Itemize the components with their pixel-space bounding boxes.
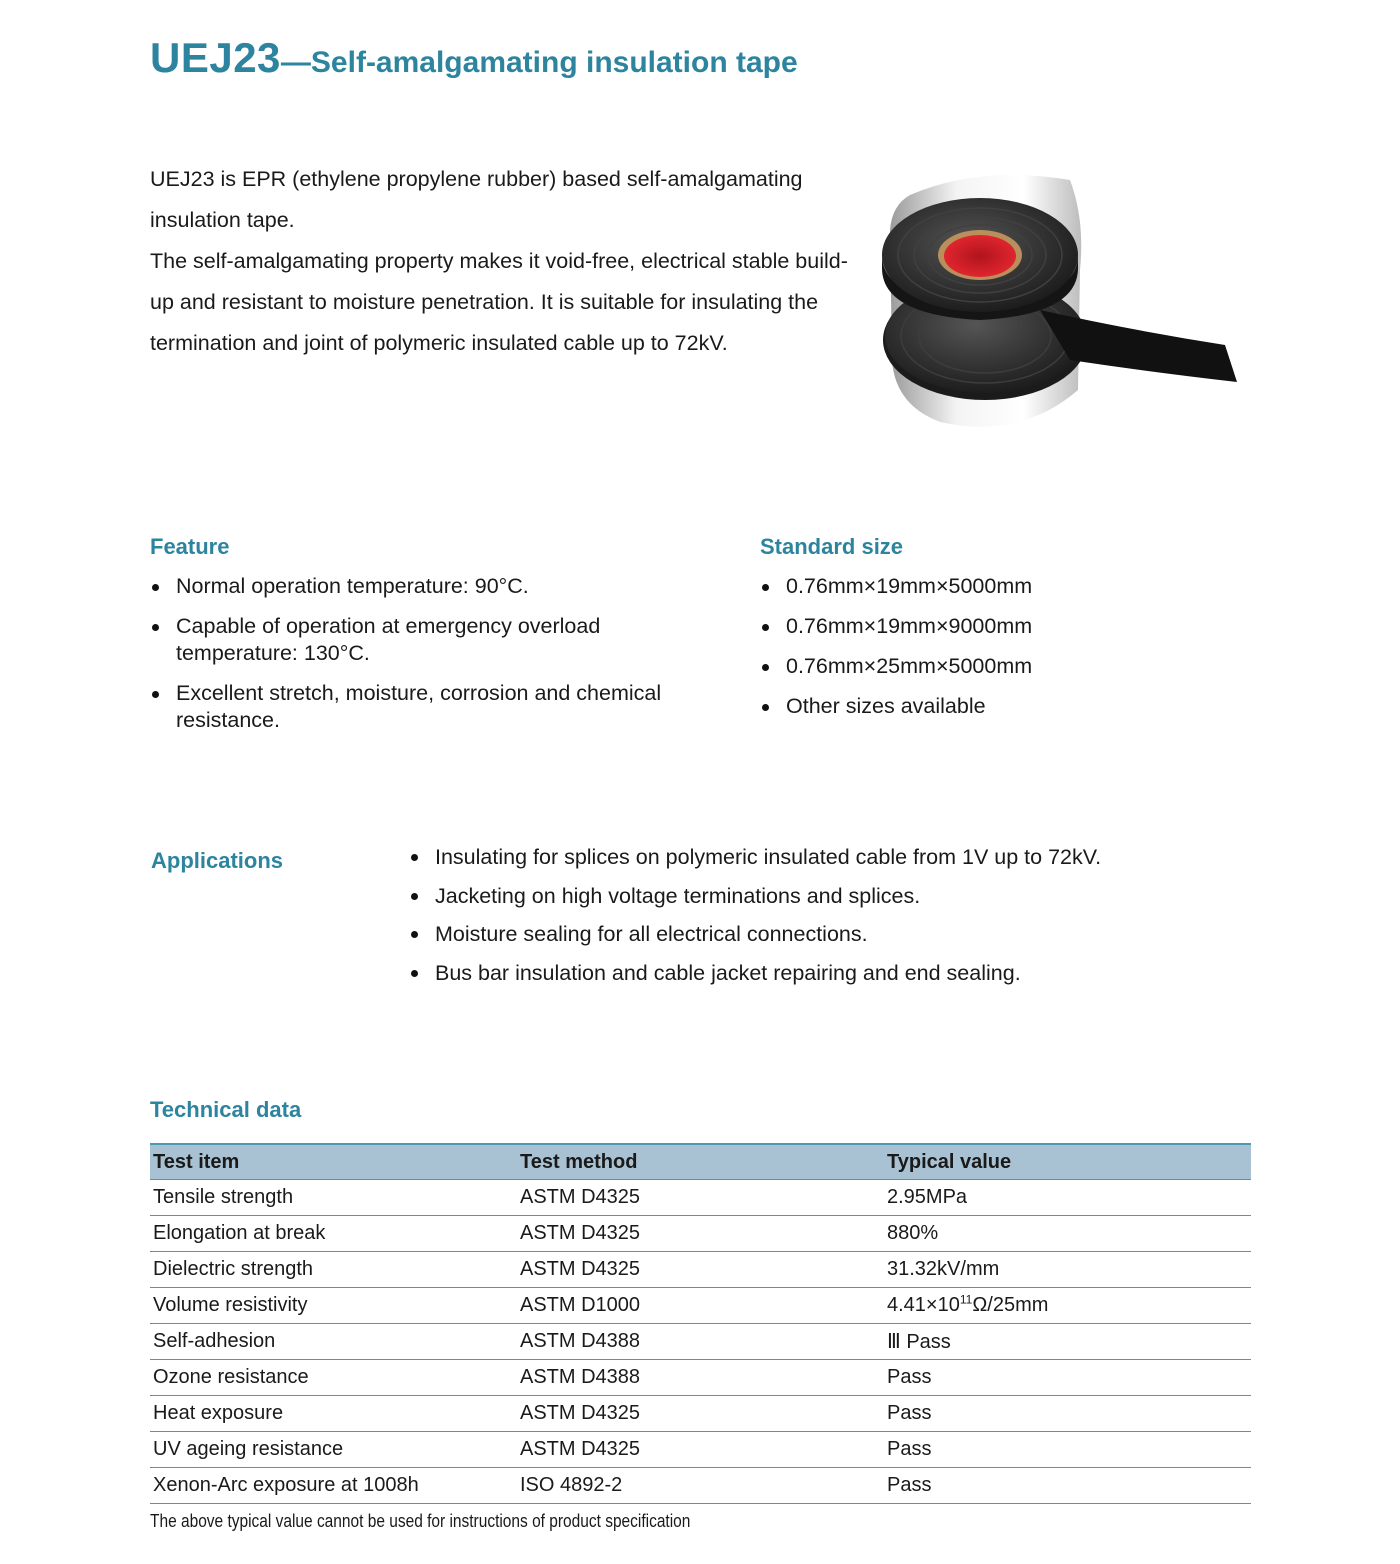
list-item: 0.76mm×25mm×5000mm [760, 653, 1220, 680]
list-item: 0.76mm×19mm×9000mm [760, 613, 1220, 640]
applications-list [409, 843, 1309, 987]
table-cell: 2.95MPa [884, 1180, 1251, 1216]
table-row [150, 1252, 1251, 1288]
product-subtitle: —Self-amalgamating insulation tape [280, 46, 798, 79]
list-item: Bus bar insulation and cable jacket repairing and end sealing. [409, 959, 1309, 987]
page-title [150, 34, 798, 82]
table-cell: Pass [884, 1432, 1251, 1468]
tape-roll-image [870, 160, 1250, 450]
standard-size-section [760, 534, 1220, 733]
table-row [150, 1288, 1251, 1324]
table-row [150, 1468, 1251, 1504]
intro-paragraph-2: The self-amalgamating property makes it void-free, electrical stable build-up and resistant to moisture penetration. It is suitable for insulating the termination and joint of polymeric insulated cable up to 72kV. [150, 249, 848, 355]
feature-section [150, 534, 670, 747]
table-cell [884, 1288, 1251, 1324]
table-row [150, 1324, 1251, 1360]
column-header: Test method [517, 1144, 884, 1180]
list-item: 0.76mm×19mm×5000mm [760, 573, 1220, 600]
footnote: The above typical value cannot be used for instructions of product specification [150, 1511, 691, 1531]
table-row [150, 1396, 1251, 1432]
standard-size-heading: Standard size [760, 534, 904, 559]
table-row [150, 1360, 1251, 1396]
applications-heading: Applications [151, 848, 284, 873]
technical-data-heading: Technical data [150, 1097, 302, 1122]
list-item: Moisture sealing for all electrical connections. [409, 920, 1309, 948]
list-item: Normal operation temperature: 90°C. [150, 573, 670, 600]
table-row [150, 1180, 1251, 1216]
value-exponent: 11 [959, 1292, 973, 1307]
table-row [150, 1216, 1251, 1252]
table-cell: UV ageing resistance [150, 1432, 517, 1468]
table-cell: ASTM D4325 [517, 1252, 884, 1288]
table-cell: ASTM D4325 [517, 1432, 884, 1468]
table-cell: 880% [884, 1216, 1251, 1252]
column-header: Test item [150, 1144, 517, 1180]
value-mantissa: 4.41×10 [887, 1294, 960, 1316]
column-header: Typical value [884, 1144, 1251, 1180]
table-cell: 31.32kV/mm [884, 1252, 1251, 1288]
table-cell: ASTM D4325 [517, 1180, 884, 1216]
table-cell: Ⅲ Pass [884, 1324, 1251, 1360]
table-cell: Xenon-Arc exposure at 1008h [150, 1468, 517, 1504]
table-cell: ASTM D4325 [517, 1216, 884, 1252]
table-cell: Self-adhesion [150, 1324, 517, 1360]
table-cell: Pass [884, 1468, 1251, 1504]
technical-data-table [150, 1143, 1251, 1504]
table-cell: ASTM D4325 [517, 1396, 884, 1432]
table-row [150, 1432, 1251, 1468]
list-item: Capable of operation at emergency overload temperature: 130°C. [150, 613, 670, 667]
table-cell: Tensile strength [150, 1180, 517, 1216]
table-header-row [150, 1144, 1251, 1180]
table-cell: Pass [884, 1360, 1251, 1396]
intro-paragraph-1: UEJ23 is EPR (ethylene propylene rubber) based self-amalgamating insulation tape. [150, 167, 803, 232]
value-unit: Ω/25mm [972, 1294, 1049, 1316]
table-cell: Heat exposure [150, 1396, 517, 1432]
intro-text [150, 159, 860, 364]
list-item: Jacketing on high voltage terminations and splices. [409, 882, 1309, 910]
table-cell: Elongation at break [150, 1216, 517, 1252]
table-cell: ASTM D1000 [517, 1288, 884, 1324]
list-item: Excellent stretch, moisture, corrosion and chemical resistance. [150, 680, 670, 734]
table-cell: Dielectric strength [150, 1252, 517, 1288]
table-cell: ISO 4892-2 [517, 1468, 884, 1504]
table-cell: Ozone resistance [150, 1360, 517, 1396]
feature-heading: Feature [150, 534, 230, 559]
feature-list [150, 573, 670, 734]
product-code: UEJ23 [150, 34, 281, 81]
applications-section [409, 843, 1309, 997]
table-cell: ASTM D4388 [517, 1324, 884, 1360]
table-cell: ASTM D4388 [517, 1360, 884, 1396]
size-list [760, 573, 1220, 720]
list-item: Other sizes available [760, 693, 1220, 720]
table-cell: Volume resistivity [150, 1288, 517, 1324]
list-item: Insulating for splices on polymeric insulated cable from 1V up to 72kV. [409, 843, 1309, 871]
table-cell: Pass [884, 1396, 1251, 1432]
